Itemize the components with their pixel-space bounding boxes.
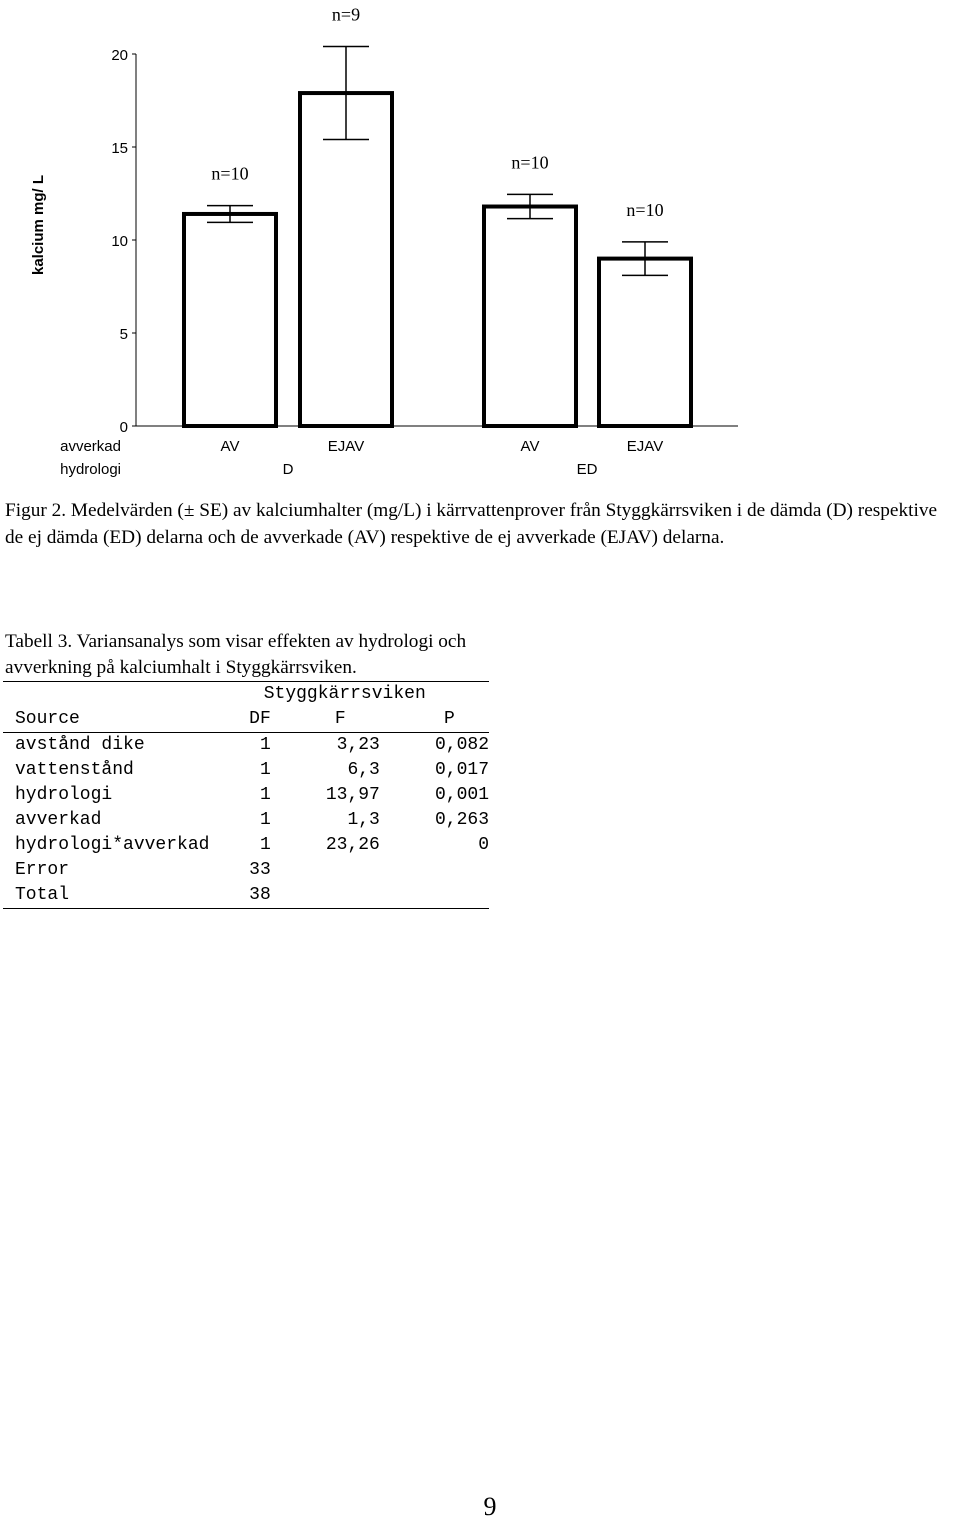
cell-df: 1 bbox=[259, 835, 271, 855]
category-label: EJAV bbox=[327, 438, 365, 455]
cell-source: avstånd dike bbox=[15, 735, 145, 755]
cell-f: 1,3 bbox=[347, 810, 380, 830]
table-header-row bbox=[3, 707, 489, 733]
cell-p bbox=[380, 858, 489, 883]
category-label: AV bbox=[520, 438, 540, 455]
n-label: n=9 bbox=[331, 4, 361, 25]
bars bbox=[184, 47, 691, 426]
cell-p: 0,017 bbox=[434, 760, 489, 780]
cell-f: 13,97 bbox=[325, 785, 380, 805]
cell-df: 1 bbox=[259, 735, 271, 755]
cell-p: 0,001 bbox=[434, 785, 489, 805]
anova-table bbox=[3, 681, 489, 909]
table-row bbox=[3, 833, 489, 858]
cell-df: 33 bbox=[249, 860, 271, 880]
cell-f: 23,26 bbox=[325, 835, 380, 855]
cell-p: 0 bbox=[478, 835, 489, 855]
cell-source: vattenstånd bbox=[15, 760, 134, 780]
hydrology-group-label: D bbox=[282, 461, 294, 478]
cell-p: 0,263 bbox=[434, 810, 489, 830]
category-label: AV bbox=[220, 438, 240, 455]
bar bbox=[484, 207, 576, 426]
table-superheader-row bbox=[3, 682, 489, 708]
table-row bbox=[3, 733, 489, 759]
cell-f bbox=[271, 858, 380, 883]
cell-f: 3,23 bbox=[336, 735, 380, 755]
col-header-f: F bbox=[271, 707, 380, 733]
row-label-hydrologi: hydrologi bbox=[60, 461, 121, 478]
bar bbox=[300, 93, 392, 426]
table-row bbox=[3, 883, 489, 909]
cell-source: hydrologi*avverkad bbox=[15, 835, 210, 855]
bar bbox=[599, 259, 691, 426]
row-label-avverkad: avverkad bbox=[60, 438, 121, 455]
figure-caption: Figur 2. Medelvärden (± SE) av kalciumhalter (mg/L) i kärrvattenprover från Styggkärrsviken i de dämda (D) respektive de ej dämda (ED) delarna och de avverkade (AV) respektive de ej avverkade (EJAV) delarna. bbox=[5, 500, 938, 548]
table-superheader: Styggkärrsviken bbox=[230, 682, 489, 708]
calcium-bar-chart bbox=[0, 0, 960, 490]
category-label: EJAV bbox=[626, 438, 664, 455]
table-title: Tabell 3. Variansanalys som visar effekten av hydrologi och avverkning på kalciumhalt i Styggkärrsviken. bbox=[5, 631, 467, 678]
n-label: n=10 bbox=[626, 199, 664, 220]
cell-source: Error bbox=[15, 860, 70, 880]
y-tick-label: 5 bbox=[119, 326, 128, 343]
cell-df: 1 bbox=[259, 810, 271, 830]
n-label: n=10 bbox=[211, 163, 249, 184]
table-row bbox=[3, 858, 489, 883]
page-number: 9 bbox=[483, 1492, 497, 1521]
cell-df: 38 bbox=[230, 883, 270, 909]
cell-source: Total bbox=[3, 883, 230, 909]
cell-f bbox=[271, 883, 380, 909]
cell-df: 1 bbox=[259, 760, 271, 780]
cell-source: hydrologi bbox=[15, 785, 113, 805]
cell-p bbox=[380, 883, 489, 909]
hydrology-group-label: ED bbox=[576, 461, 598, 478]
cell-f: 6,3 bbox=[347, 760, 380, 780]
col-header-p: P bbox=[380, 707, 489, 733]
y-tick-label: 15 bbox=[111, 140, 128, 157]
n-label: n=10 bbox=[511, 152, 549, 173]
y-axis-title: kalcium mg/ L bbox=[30, 174, 47, 276]
table-row bbox=[3, 758, 489, 783]
y-tick-label: 0 bbox=[119, 419, 128, 436]
table-row bbox=[3, 783, 489, 808]
y-tick-label: 20 bbox=[111, 47, 128, 64]
bar bbox=[184, 214, 276, 426]
col-header-source: Source bbox=[3, 707, 230, 733]
table-row bbox=[3, 808, 489, 833]
col-header-df: DF bbox=[230, 707, 270, 733]
y-tick-label: 10 bbox=[111, 233, 128, 250]
cell-p: 0,082 bbox=[434, 735, 489, 755]
cell-source: avverkad bbox=[15, 810, 102, 830]
cell-df: 1 bbox=[259, 785, 271, 805]
